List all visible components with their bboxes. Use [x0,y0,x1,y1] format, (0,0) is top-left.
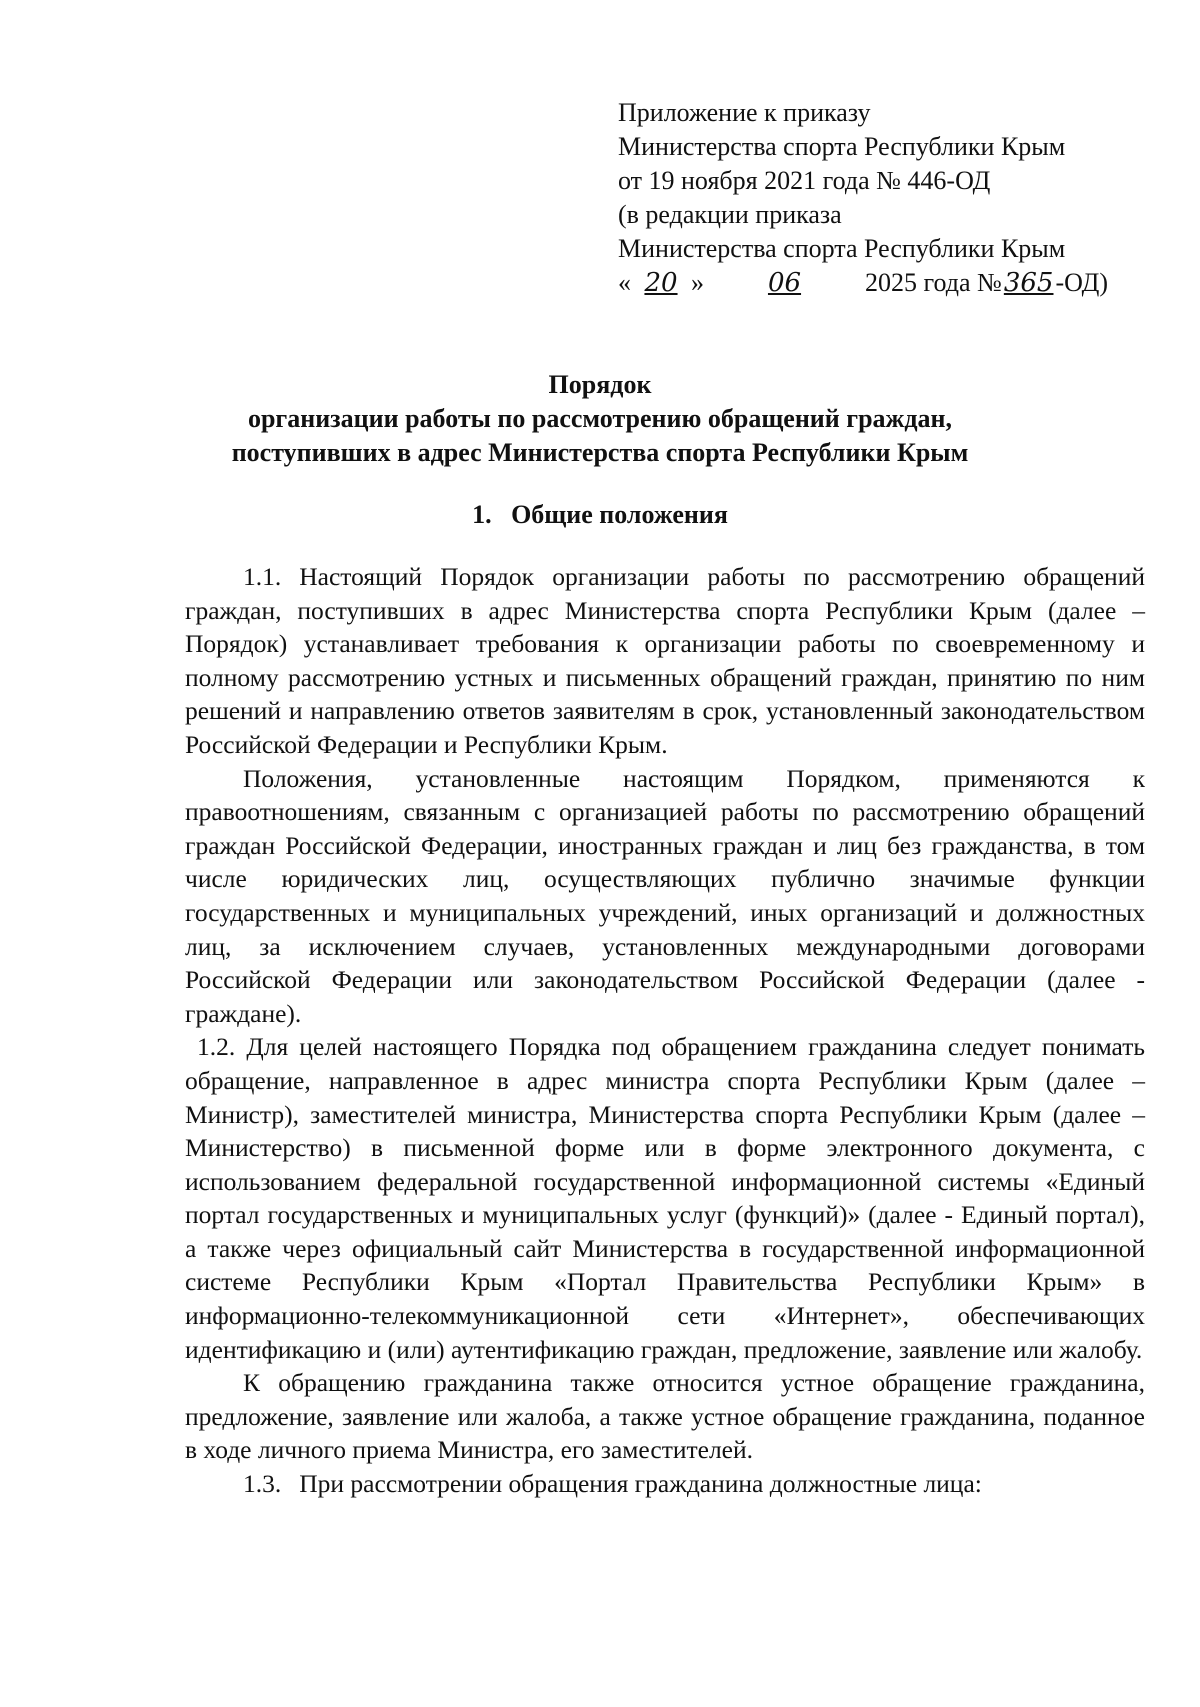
quote-open: « [618,268,631,297]
amendment-date-line [618,266,1138,300]
appendix-header [618,96,1138,300]
title-line: Порядок [548,370,652,399]
paragraph-1-2: 1.2. Для целей настоящего Порядка под обращением гражданина следует понимать обращение, направленное в адрес министра спорта Республики Крым (далее – Министр), заместителей министра, Министерства спорта Республики Крым (далее – Министерство) в письменной форме или в форме электронного документа, с использованием федеральной государственной информационной системы «Единый портал государственных и муниципальных услуг (функций)» (далее - Единый портал), а также через официальный сайт Министерства в государственной информационной системе Республики Крым «Портал Правительства Республики Крым» в информационно-телекоммуникационной сети «Интернет», обеспечивающих идентификацию и (или) аутентификацию граждан, предложение, заявление или жалобу. [185,1032,1145,1364]
appendix-line: Приложение к приказу [618,98,871,127]
appendix-line: (в редакции приказа [618,200,842,229]
quote-close: » [691,268,704,297]
title-line: организации работы по рассмотрению обращений граждан, [247,404,953,433]
handwritten-day: 20 [644,268,678,298]
section-number: 1. [472,500,492,529]
paragraph-1-2-cont: К обращению гражданина также относится устное обращение гражданина, предложение, заявление или жалоба, а также устное обращение гражданина, поданное в ходе личного приема Министра, его заместителей. [185,1368,1145,1465]
paragraph-1-1 [185,560,1145,762]
title-line: поступивших в адрес Министерства спорта Республики Крым [231,438,969,467]
clause-number: 1.3. [243,1469,282,1499]
section-heading [150,498,1050,532]
paragraph-1-3 [185,1467,1145,1501]
clause-number: 1.1. [243,562,282,591]
paragraph-text: При рассмотрении обращения гражданина должностные лица: [299,1469,982,1499]
document-body [185,560,1145,1501]
section-title: Общие положения [511,500,728,529]
order-suffix: -ОД) [1055,268,1109,297]
document-title [150,368,1050,470]
paragraph-1-1-cont: Положения, установленные настоящим Порядком, применяются к правоотношениям, связанным с организацией работы по рассмотрению обращений граждан Российской Федерации, иностранных граждан и лиц без гражданства, в том числе юридических лиц, осуществляющих публично значимые функции государственных и муниципальных учреждений, иных организаций и должностных лиц, за исключением случаев, установленных международными договорами Российской Федерации или законодательством Российской Федерации (далее - граждане). [185,763,1145,1028]
handwritten-month: 06 [767,268,802,298]
appendix-line: Министерства спорта Республики Крым [618,234,1066,263]
paragraph-text: Настоящий Порядок организации работы по рассмотрению обращений граждан, поступивших в адрес Министерства спорта Республики Крым (далее – Порядок) устанавливает требования к организации работы по своевременному и полному рассмотрению устных и письменных обращений граждан, принятию по ним решений и направлению ответов заявителям в срок, установленный законодательством Российской Федерации и Республики Крым. [185,562,1145,759]
appendix-line: Министерства спорта Республики Крым [618,132,1066,161]
handwritten-order-number: 365 [1003,268,1054,298]
appendix-line: от 19 ноября 2021 года № 446-ОД [618,166,991,195]
year-text: 2025 года № [865,268,1002,297]
